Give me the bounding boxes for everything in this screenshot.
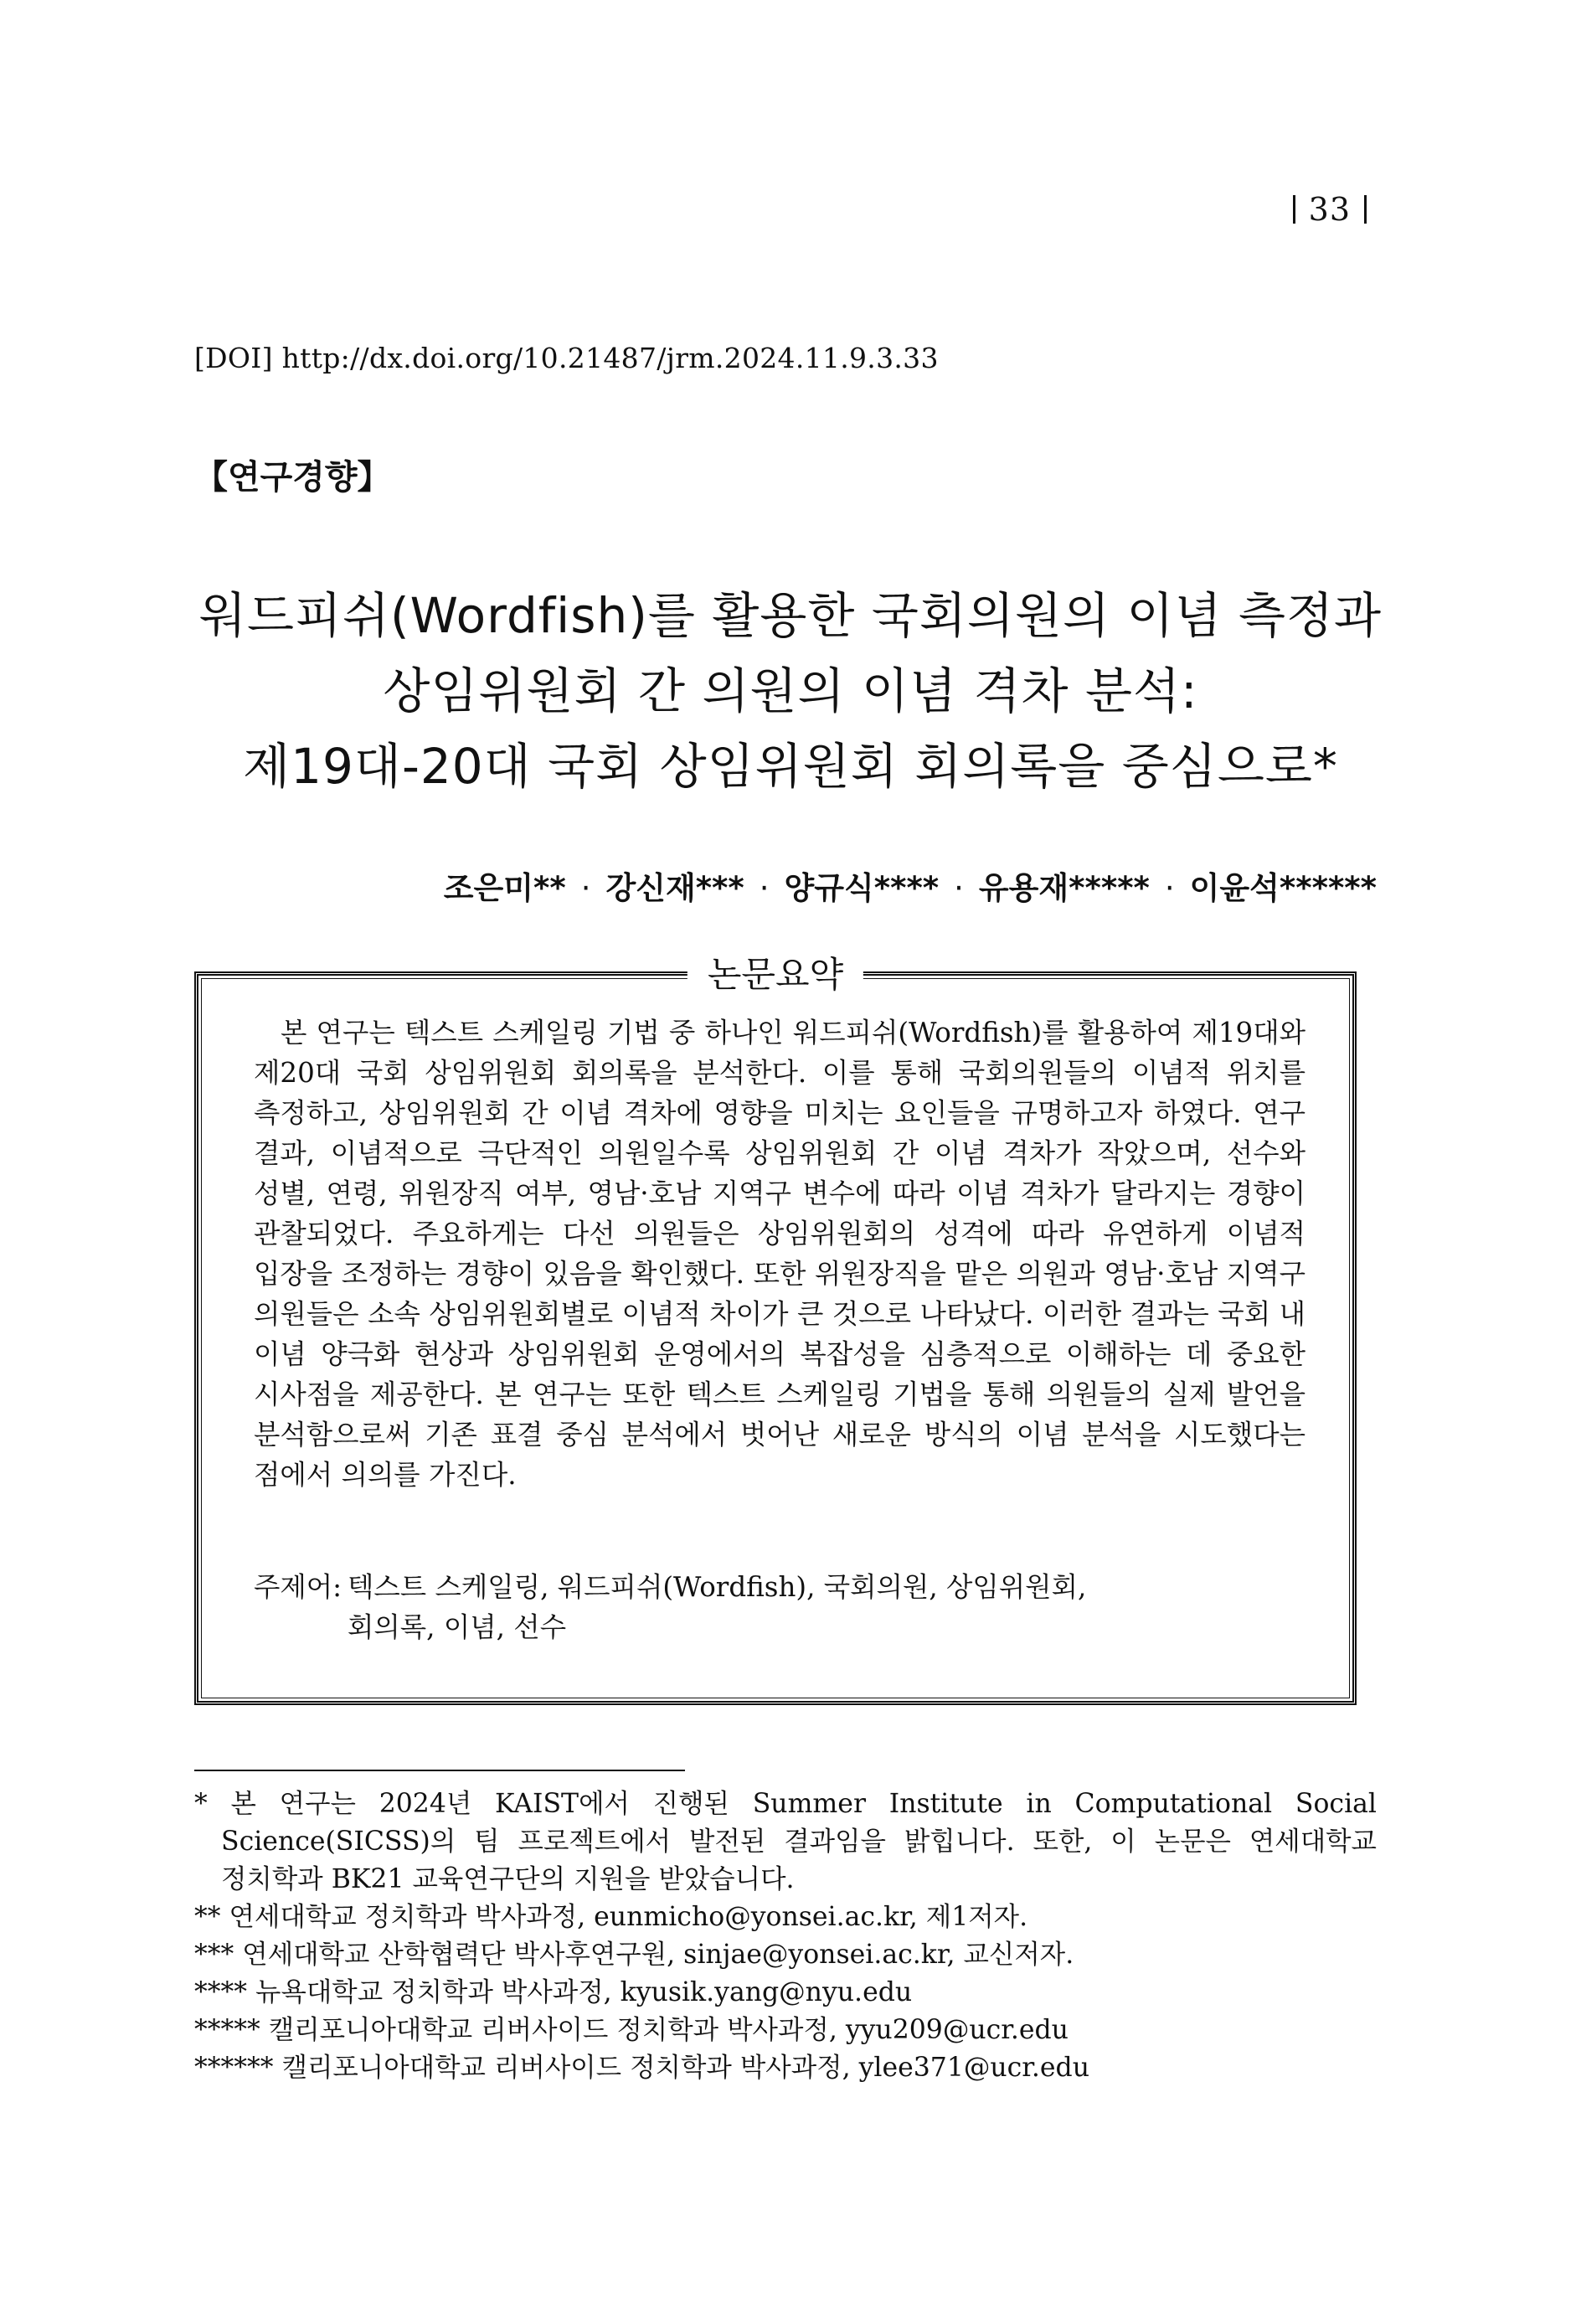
keywords-list-1: 텍스트 스케일링, 워드피쉬(Wordfish), 국회의원, 상임위원회, [348,1571,1087,1603]
author-list [444,863,1377,908]
doi-line: [DOI] http://dx.doi.org/10.21487/jrm.2024.11.9.3.33 [194,342,939,374]
page-number-bar-left [1293,195,1295,224]
footnote-author-5: ****** 캘리포니아대학교 리버사이드 정치학과 박사과정, ylee371@ucr.edu [194,2053,1089,2083]
page-number [1280,191,1380,228]
keywords-label: 주제어: [254,1571,342,1603]
footnotes [194,1786,1377,2087]
page-number-bar-right [1364,195,1367,224]
footnote-author-2: *** 연세대학교 산학협력단 박사후연구원, sinjae@yonsei.ac.kr, 교신저자. [194,1940,1074,1970]
abstract-body: 본 연구는 텍스트 스케일링 기법 중 하나인 워드피쉬(Wordfish)를 활용하여 제19대와 제20대 국회 상임위원회 회의록을 분석한다. 이를 통해 국회의원들의 이념적 위치를 측정하고, 상임위원회 간 이념 격차에 영향을 미치는 요인들을 규명하고자 하였다. 연구 결과, 이념적으로 극단적인 의원일수록 상임위원회 간 이념 격차가 작았으며, 선수와 성별, 연령, 위원장직 여부, 영남·호남 지역구 변수에 따라 이념 격차가 달라지는 경향이 관찰되었다. 주요하게는 다선 의원들은 상임위원회의 성격에 따라 유연하게 이념적 입장을 조정하는 경향이 있음을 확인했다. 또한 위원장직을 맡은 의원과 영남·호남 지역구 의원들은 소속 상임위원회별로 이념적 차이가 큰 것으로 나타났다. 이러한 결과는 국회 내 이념 양극화 현상과 상임위원회 운영에서의 복잡성을 심층적으로 이해하는 데 중요한 시사점을 제공한다. 본 연구는 또한 텍스트 스케일링 기법을 통해 의원들의 실제 발언을 분석함으로써 기존 표결 중심 분석에서 벗어난 새로운 방식의 이념 분석을 시도했다는 점에서 의의를 가진다. [254,1017,1305,1491]
title-line-1: 워드피쉬(Wordfish)를 활용한 국회의원의 이념 측정과 [198,587,1383,644]
author-name: 이윤석****** [1189,870,1377,906]
abstract-box [194,954,1357,1705]
author-separator: · [580,870,591,906]
section-tag: 【연구경향】 [194,458,391,497]
author-name: 강신재*** [605,870,744,906]
page-number-value: 33 [1308,191,1351,228]
footnote-divider [194,1770,685,1771]
author-separator: · [954,870,964,906]
footnote-author-4: ***** 캘리포니아대학교 리버사이드 정치학과 박사과정, yyu209@ucr.edu [194,2015,1069,2045]
author-separator: · [1164,870,1175,906]
author-separator: · [759,870,770,906]
footnote-author-3: **** 뉴욕대학교 정치학과 박사과정, kyusik.yang@nyu.edu [194,1977,913,2007]
keywords-list-2: 회의록, 이념, 선수 [348,1611,567,1643]
author-name: 양규식**** [784,870,940,906]
author-name: 유용재***** [978,870,1150,906]
footnote-funding: * 본 연구는 2024년 KAIST에서 진행된 Summer Institute in Computational Social Science(SICSS)의 팀 프로젝트에서 발전된 결과임을 밝힙니다. 또한, 이 논문은 연세대학교 정치학과 BK21 교육연구단의 지원을 받았습니다. [194,1789,1377,1894]
title-line-3: 제19대-20대 국회 상임위원회 회의록을 중심으로* [243,738,1338,795]
keywords-line-1 [254,1567,1305,1607]
footnote-author-1: ** 연세대학교 정치학과 박사과정, eunmicho@yonsei.ac.kr, 제1저자. [194,1902,1028,1932]
paper-title [0,578,1581,804]
keywords [254,1567,1305,1647]
title-line-2: 상임위원회 간 의원의 이념 격차 분석: [383,662,1198,719]
author-name: 조은미** [443,870,566,906]
abstract-heading: 논문요약 [688,947,863,997]
